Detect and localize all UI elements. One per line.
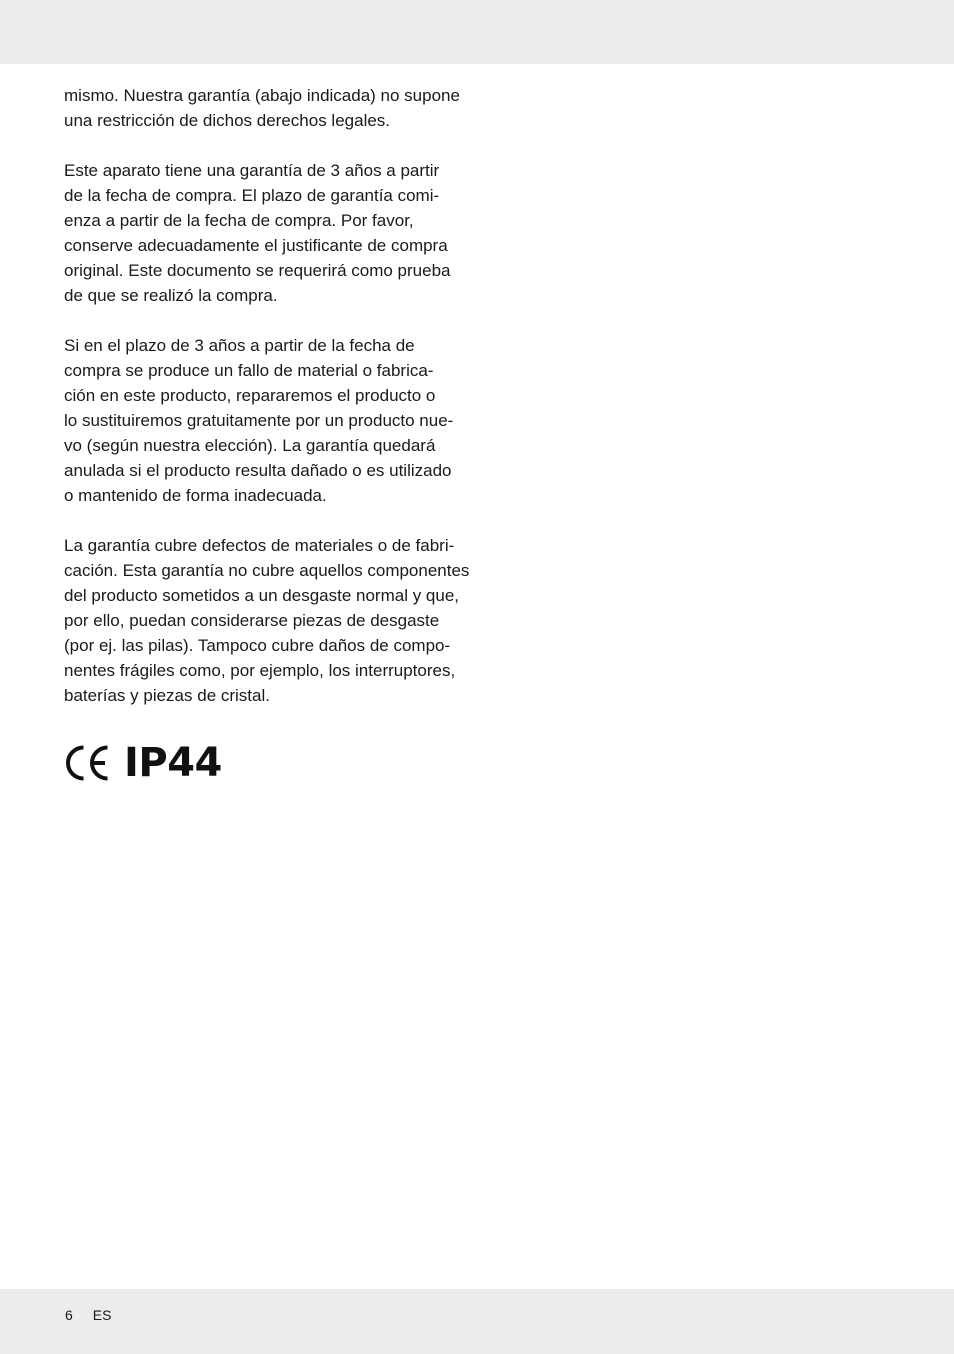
text-line: nentes frágiles como, por ejemplo, los interruptores, xyxy=(64,661,456,680)
text-line: La garantía cubre defectos de materiales o de fabri- xyxy=(64,536,455,555)
text-line: lo sustituiremos gratuitamente por un producto nue- xyxy=(64,411,454,430)
warranty-text xyxy=(64,83,469,733)
text-line: ción en este producto, repararemos el producto o xyxy=(64,386,436,405)
text-line: compra se produce un fallo de material o fabrica- xyxy=(64,361,434,380)
ce-mark-icon xyxy=(64,743,110,783)
text-line: baterías y piezas de cristal. xyxy=(64,686,270,705)
text-line: Este aparato tiene una garantía de 3 años a partir xyxy=(64,161,440,180)
text-line: original. Este documento se requerirá como prueba xyxy=(64,261,451,280)
text-line: mismo. Nuestra garantía (abajo indicada) no supone xyxy=(64,86,460,105)
text-line: del producto sometidos a un desgaste normal y que, xyxy=(64,586,460,605)
text-line: anulada si el producto resulta dañado o es utilizado xyxy=(64,461,452,480)
bottom-band xyxy=(0,1289,954,1354)
paragraph-repair-replacement xyxy=(64,333,469,508)
text-line: (por ej. las pilas). Tampoco cubre daños de compo- xyxy=(64,636,451,655)
page-footer xyxy=(65,1305,111,1325)
ip-rating: IP44 xyxy=(124,740,222,786)
text-line: de que se realizó la compra. xyxy=(64,286,278,305)
paragraph-legal-rights xyxy=(64,83,469,133)
text-line: cación. Esta garantía no cubre aquellos componentes xyxy=(64,561,470,580)
paragraph-coverage xyxy=(64,533,469,708)
text-line: Si en el plazo de 3 años a partir de la fecha de xyxy=(64,336,415,355)
text-line: o mantenido de forma inadecuada. xyxy=(64,486,327,505)
text-line: por ello, puedan considerarse piezas de desgaste xyxy=(64,611,440,630)
paragraph-warranty-period xyxy=(64,158,469,308)
text-line: enza a partir de la fecha de compra. Por favor, xyxy=(64,211,414,230)
certification-marks xyxy=(64,738,222,788)
text-line: una restricción de dichos derechos legales. xyxy=(64,111,391,130)
text-line: vo (según nuestra elección). La garantía quedará xyxy=(64,436,436,455)
language-code: ES xyxy=(92,1307,112,1323)
text-line: de la fecha de compra. El plazo de garantía comi- xyxy=(64,186,440,205)
top-band xyxy=(0,0,954,64)
page-number: 6 xyxy=(65,1307,73,1323)
text-line: conserve adecuadamente el justificante de compra xyxy=(64,236,448,255)
